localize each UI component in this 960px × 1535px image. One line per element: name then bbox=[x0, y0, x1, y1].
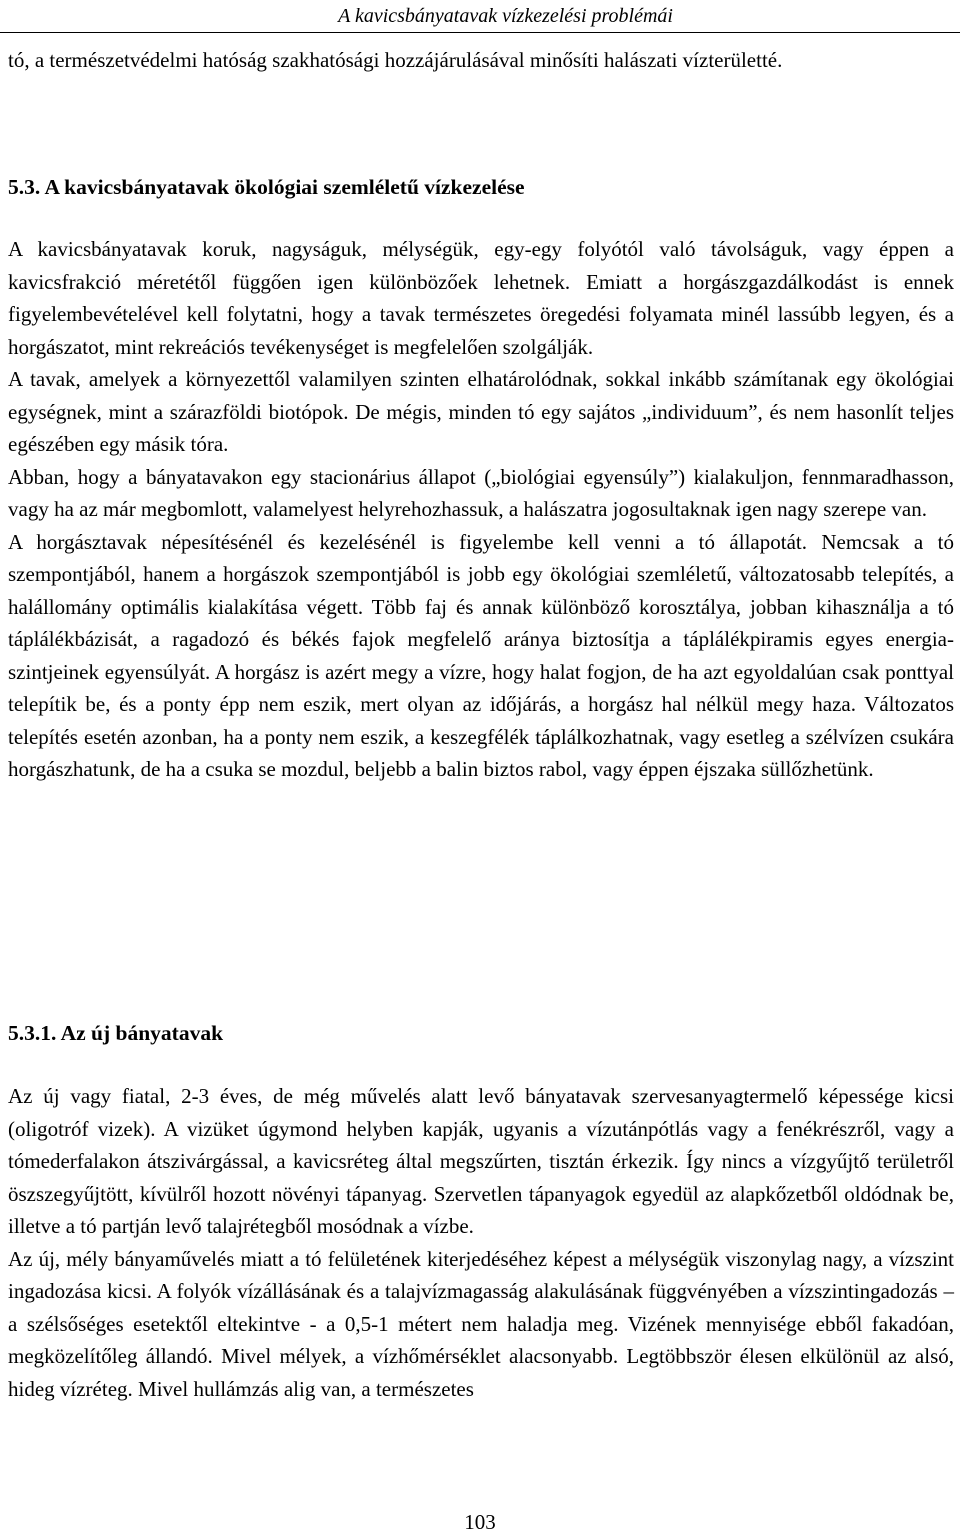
header-rule bbox=[0, 32, 960, 33]
page-number: 103 bbox=[464, 1510, 496, 1534]
intro-text bbox=[8, 44, 954, 77]
section-body bbox=[8, 233, 954, 786]
subsection-body bbox=[8, 1080, 954, 1405]
paragraph: tó, a természetvédelmi hatóság szakhatósági hozzájárulásával minősíti halászati vízterületté. bbox=[8, 48, 783, 72]
paragraph: Az új, mély bányaművelés miatt a tó felületének kiterjedéséhez képest a mélységük viszonylag nagy, a vízszint ingadozása kicsi. A folyók vízállásának és a talajvízmagasság alakulásának függvényében a vízszintingadozás – a szélsőséges esetektől eltekintve - a 0,5-1 métert nem haladja meg. Vizének mennyisége ebből fakadóan, megközelítőleg állandó. Mivel mélyek, a vízhőmérséklet alacsonyabb. Legtöbbször élesen elkülönül az alsó, hideg vízréteg. Mivel hullámzás alig van, a természetes bbox=[8, 1246, 954, 1401]
paragraph: A kavicsbányatavak koruk, nagyságuk, mélységük, egy-egy folyótól való távolságuk, vagy éppen a kavicsfrakció méretétől függően igen különbözőek lehetnek. Emiatt a horgászgazdálkodást is ennek figyelembevételével kell folytatni, hogy a tavak természetes öregedési folyamata minél lassúbb legyen, és a horgászatot, mint rekreációs tevékenységet is megfelelően szolgálják. bbox=[8, 237, 954, 359]
paragraph: A tavak, amelyek a környezettől valamilyen szinten elhatárolódnak, sokkal inkább számítanak egy ökológiai egységnek, mint a szárazföldi biotópok. De mégis, minden tó egy sajátos „individuum”, és nem hasonlít teljes egészében egy másik tóra. bbox=[8, 367, 954, 456]
paragraph: Abban, hogy a bányatavakon egy stacionárius állapot („biológiai egyensúly”) kialakuljon, fennmaradhasson, vagy ha az már megbomlott, valamelyest helyrehozhassuk, a halászatra jogosultaknak igen nagy szerepe van. bbox=[8, 464, 954, 521]
running-header: A kavicsbányatavak vízkezelési problémái bbox=[338, 5, 673, 27]
subsection-heading: 5.3.1. Az új bányatavak bbox=[8, 1021, 224, 1045]
paragraph: A horgásztavak népesítésénél és kezelésénél is figyelembe kell venni a tó állapotát. Nemcsak a tó szempontjából, hanem a horgászok szempontjából is jobb egy ökológiai szemléletű, változatosabb telepítés, a halállomány optimális kialakítása végett. Több faj és annak különböző korosztálya, jobban kihasználja a tó táplálékbázisát, a ragadozó és békés fajok megfelelő aránya biztosítja a táplálékpiramis egyes energia-szintjeinek egyensúlyát. A horgász is azért megy a vízre, hogy halat fogjon, de ha azt egyoldalúan csak ponttyal telepítik be, és a ponty épp nem eszik, mert olyan az időjárás, a horgász hal nélkül megy haza. Változatos telepítés esetén azonban, ha a ponty nem eszik, a keszegfélék táplálkozhatnak, vagy esetleg a szélvízen csukára horgászhatunk, de ha a csuka se mozdul, beljebb a balin biztos rabol, vagy éppen éjszaka süllőzhetünk. bbox=[8, 529, 954, 781]
section-heading: 5.3. A kavicsbányatavak ökológiai szemléletű vízkezelése bbox=[8, 175, 525, 199]
paragraph: Az új vagy fiatal, 2-3 éves, de még művelés alatt levő bányatavak szervesanyagtermelő képessége kicsi (oligotróf vizek). A vizüket úgymond helyben kapják, ugyanis a vízutánpótlás vagy a fenékrészről, vagy a tómederfalakon átszivárgással, a kavicsréteg által megszűrten, tisztán érkezik. Így nincs a vízgyűjtő területről öszszegyűjtött, kívülről hozott növényi tápanyag. Szervetlen tápanyagok egyedül az alapkőzetből oldódnak be, illetve a tó partján levő talajrétegből mosódnak a vízbe. bbox=[8, 1084, 954, 1238]
